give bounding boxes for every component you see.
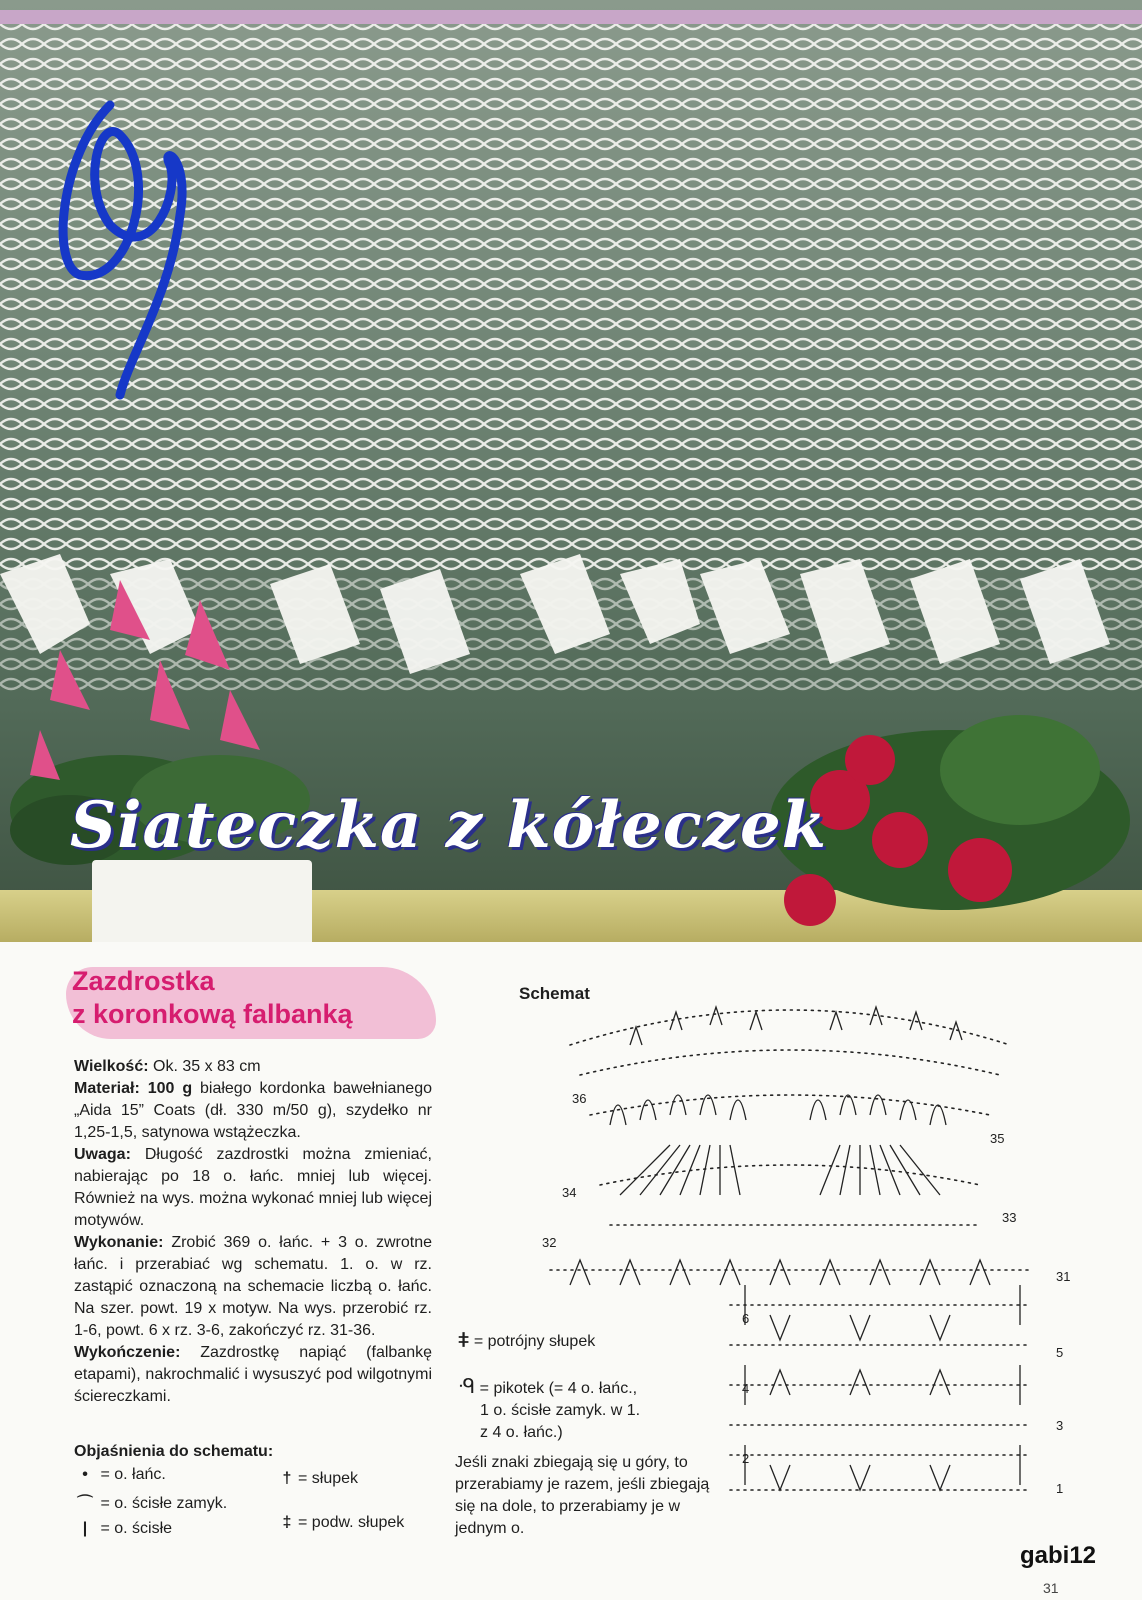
- triple-treble-symbol-icon: ⧧: [458, 1326, 470, 1351]
- flower-pot: [92, 860, 312, 942]
- title-line-2: z koronkową falbanką: [72, 999, 353, 1029]
- note-label: Uwaga:: [74, 1146, 131, 1163]
- double-crochet-symbol-icon: †: [282, 1470, 292, 1487]
- row-number-4: 4: [742, 1381, 750, 1396]
- execution-value: Zrobić 369 o. łańc. + 3 o. zwrotne łańc. i przerabiać wg schematu. 1. o. w rz. zastąpić oznaczoną na schemacie liczbą o. łańc. Na szer. powt. 19 x motyw. Na wys. przerobić rz. 1-6, powt. 6 x rz. 3-6, zakończyć rz. 31-36.: [74, 1234, 432, 1339]
- finish-paragraph: [74, 1342, 432, 1408]
- row-number-1: 1: [1056, 1481, 1064, 1496]
- legend-title: Objaśnienia do schematu:: [74, 1443, 274, 1460]
- legend-chain: [74, 1466, 166, 1484]
- row-number-33: 33: [1002, 1210, 1017, 1225]
- material-amount: 100 g: [139, 1080, 193, 1097]
- treble-symbol-icon: ‡: [282, 1514, 292, 1531]
- chain-symbol-icon: •: [82, 1466, 88, 1483]
- article-heading: [72, 965, 353, 1031]
- legend-dc: [276, 1470, 358, 1488]
- row-number-36: 36: [572, 1091, 587, 1106]
- material-paragraph: [74, 1078, 432, 1144]
- legend-sc-text: = o. ścisłe: [100, 1520, 173, 1537]
- row-number-6: 6: [742, 1311, 750, 1326]
- instructions-text: [74, 1056, 432, 1408]
- crochet-chart: [542, 985, 1071, 1515]
- curtain-rod: [0, 10, 1142, 24]
- row-number-5: 5: [1056, 1345, 1064, 1360]
- material-value: białego kordonka bawełnianego „Aida 15” Coats (dł. 330 m/50 g), szydełko nr 1,25-1,5, satynowa wstążeczka.: [74, 1080, 432, 1141]
- row-number-31: 31: [1056, 1269, 1071, 1284]
- size-paragraph: [74, 1056, 432, 1078]
- picot-symbol-icon: ᑴ: [458, 1376, 476, 1398]
- material-label: Materiał:: [74, 1080, 140, 1097]
- legend-tr: [276, 1514, 404, 1532]
- legend-tr-text: = podw. słupek: [298, 1514, 405, 1531]
- credit-watermark: gabi12: [1020, 1542, 1097, 1569]
- execution-paragraph: [74, 1232, 432, 1342]
- blue-signature-scribble: [40, 95, 200, 415]
- row-number-3: 3: [1056, 1418, 1064, 1433]
- legend-chain-text: = o. łańc.: [100, 1466, 166, 1483]
- size-label: Wielkość:: [74, 1058, 149, 1075]
- legend-slip: [74, 1490, 227, 1513]
- row-number-2: 2: [742, 1451, 750, 1466]
- slip-stitch-symbol-icon: ⌒: [76, 1495, 93, 1512]
- size-value: Ok. 35 x 83 cm: [148, 1058, 261, 1075]
- joining-note: Jeśli znaki zbiegają się u góry, to przerabiamy je razem, jeśli zbiegają się na dole, to przerabiamy je w jednym o.: [455, 1454, 710, 1537]
- note-paragraph: [74, 1144, 432, 1232]
- finish-label: Wykończenie:: [74, 1344, 181, 1361]
- row-number-35: 35: [990, 1131, 1005, 1146]
- execution-label: Wykonanie:: [74, 1234, 164, 1251]
- page-number: 31: [1043, 1580, 1059, 1596]
- row-number-32: 32: [542, 1235, 557, 1250]
- finish-value: Zazdrostkę napiąć (falbankę etapami), nakrochmalić i wysuszyć pod wilgotnymi ściereczkami.: [74, 1344, 432, 1405]
- schemat-label: Schemat: [519, 984, 590, 1003]
- legend-picot-line-1: = pikotek (= 4 o. łańc.,: [479, 1380, 638, 1397]
- single-crochet-symbol-icon: |: [82, 1520, 88, 1537]
- row-number-34: 34: [562, 1185, 577, 1200]
- article-title: [72, 965, 432, 1043]
- title-line-1: Zazdrostka: [72, 966, 215, 996]
- legend-picot-line-2: 1 o. ścisłe zamyk. w 1.: [480, 1402, 641, 1419]
- note-value: Długość zazdrostki można zmieniać, nabierając po 18 o. łańc. mniej lub więcej. Również na wys. można wykonać mniej lub więcej motywów.: [74, 1146, 432, 1229]
- legend-dc-text: = słupek: [298, 1470, 359, 1487]
- legend-dtr-text: = potrójny słupek: [473, 1333, 596, 1350]
- legend-sc: [74, 1520, 172, 1538]
- legend-slip-text: = o. ścisłe zamyk.: [100, 1495, 228, 1512]
- legend-picot-line-3: z 4 o. łańc.): [480, 1424, 563, 1441]
- photo-title: Siateczka z kółeczek: [70, 788, 828, 863]
